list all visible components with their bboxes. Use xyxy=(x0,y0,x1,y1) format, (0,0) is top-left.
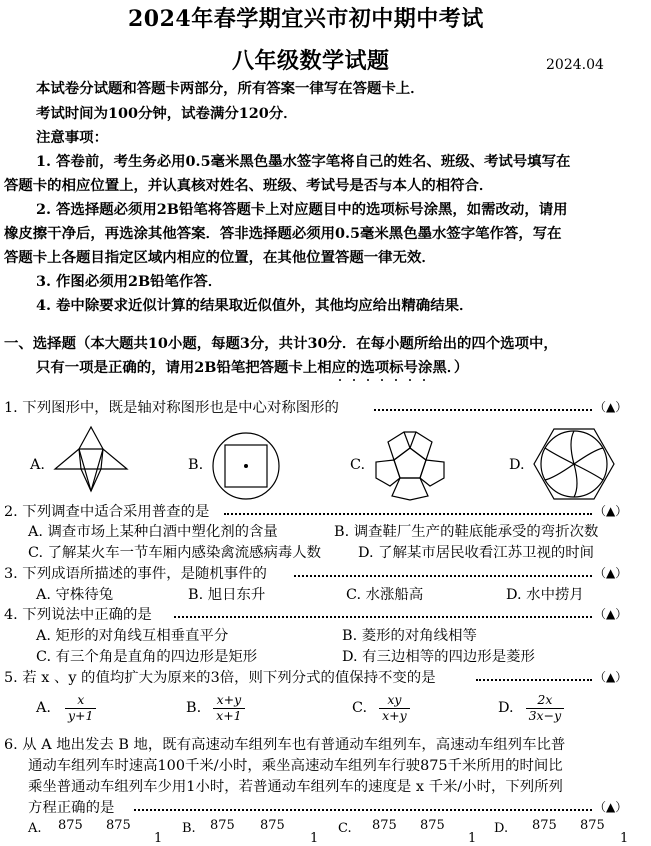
note-3: 3. 作图必须用2B铅笔作答． xyxy=(36,273,223,290)
note-2-line-3: 答题卡上各题目指定区域内相应的位置，在其他位置答题一律无效． xyxy=(4,249,436,266)
section-1-heading-line-1: 一、选择题（本大题共10小题，每题3分，共计30分．在每小题所给出的四个选项中， xyxy=(4,335,558,352)
leader-dots xyxy=(374,409,592,411)
q1-option-a-label: A. xyxy=(30,457,45,473)
q6-option-d: D. 875 875 1 xyxy=(494,818,629,846)
note-1-line-2: 答题卡的相应位置上，并认真核对姓名、班级、考试号是否与本人的相符合． xyxy=(4,177,494,194)
q6-line-1: 6. 从 A 地出发去 B 地，既有高速动车组列车也有普通动车组列车，高速动车组列车比普 xyxy=(4,737,566,753)
notes-heading: 注意事项： xyxy=(36,129,108,146)
note-2-line-2: 橡皮擦干净后，再选涂其他答案．答非选择题必须用0.5毫米黑色墨水签字笔作答，写在 xyxy=(4,225,562,242)
q6-line-3: 乘坐普通动车组列车少用1小时，若普通动车组列车的速度是 x 千米/小时，下列所列 xyxy=(28,779,563,795)
leader-dots xyxy=(224,513,592,515)
section-1-heading-line-2: 只有一项是正确的，请用2B铅笔把答题卡上相应的选项标号涂黑．） xyxy=(36,359,469,376)
q3-option-b: B. 旭日东升 xyxy=(188,587,266,603)
q5-stem: 5. 若 x 、y 的值均扩大为原来的3倍，则下列分式的值保持不变的是 xyxy=(4,670,436,686)
q4-option-c: C. 有三个角是直角的四边形是矩形 xyxy=(36,649,258,665)
q5-option-d: D. $\frac{2x}{3x-y}$ xyxy=(498,694,567,722)
answer-slot: （▲） xyxy=(594,400,628,414)
q4-option-a: A. 矩形的对角线互相垂直平分 xyxy=(36,628,229,644)
triangles-figure xyxy=(53,425,129,495)
q6-option-b: B. 875 875 1 xyxy=(182,818,319,846)
q5-option-b: B. $\frac{x+y}{x+1}$ xyxy=(186,694,248,722)
q1-option-d-label: D. xyxy=(509,457,525,473)
q2-option-c: C. 了解某火车一节车厢内感染禽流感病毒人数 xyxy=(28,545,322,561)
exam-date: 2024.04 xyxy=(546,57,604,73)
pentagon-figure xyxy=(370,428,450,502)
q4-option-d: D. 有三边相等的四边形是菱形 xyxy=(342,649,535,665)
note-2-line-1: 2. 答选择题必须用2B铅笔将答题卡上对应题目中的选项标号涂黑，如需改动，请用 xyxy=(36,201,568,218)
intro-line-1: 本试卷分试题和答题卡两部分，所有答案一律写在答题卡上． xyxy=(36,80,425,97)
q1-stem: 1. 下列图形中，既是轴对称图形也是中心对称图形的 xyxy=(4,400,339,416)
hexagon-figure xyxy=(532,426,616,502)
note-1-line-1: 1. 答卷前，考生务必用0.5毫米黑色墨水签字笔将自己的姓名、班级、考试号填写在 xyxy=(36,153,571,170)
q1-option-c-label: C. xyxy=(350,457,366,473)
leader-dots xyxy=(134,809,592,811)
q5-option-c: C. $\frac{xy}{x+y}$ xyxy=(352,694,413,722)
answer-slot: （▲） xyxy=(594,504,628,518)
q2-option-a: A. 调查市场上某种白酒中塑化剂的含量 xyxy=(28,524,278,540)
answer-slot: （▲） xyxy=(594,566,628,580)
answer-slot: （▲） xyxy=(594,670,628,684)
q2-option-b: B. 调查鞋厂生产的鞋底能承受的弯折次数 xyxy=(334,524,599,540)
q4-option-b: B. 菱形的对角线相等 xyxy=(342,628,477,644)
q6-line-2: 通动车组列车时速高100千米/小时，乘坐高速动车组列车行驶875千米所用的时间比 xyxy=(28,758,563,774)
q3-stem: 3. 下列成语所描述的事件，是随机事件的 xyxy=(4,566,267,582)
leader-dots xyxy=(294,575,592,577)
q5-option-a: A. $\frac{x}{y+1}$ xyxy=(36,694,99,722)
exam-title: 2024年春学期宜兴市初中期中考试 xyxy=(128,6,484,32)
q1-option-b-label: B. xyxy=(188,457,204,473)
leader-dots xyxy=(476,679,592,681)
q6-option-a: A. 875 875 1 xyxy=(28,818,163,846)
paper-subtitle: 八年级数学试题 xyxy=(232,48,390,74)
note-4: 4. 卷中除要求近似计算的结果取近似值外，其他均应给出精确结果． xyxy=(36,297,474,314)
answer-slot: （▲） xyxy=(594,607,628,621)
q3-option-d: D. 水中捞月 xyxy=(506,587,584,603)
intro-line-2: 考试时间为100分钟，试卷满分120分． xyxy=(36,105,298,122)
circle-square-figure xyxy=(210,430,282,502)
q2-option-d: D. 了解某市居民收看江苏卫视的时间 xyxy=(358,545,595,561)
q3-option-c: C. 水涨船高 xyxy=(346,587,424,603)
q2-stem: 2. 下列调查中适合采用普查的是 xyxy=(4,504,210,520)
q3-option-a: A. 守株待兔 xyxy=(36,587,114,603)
q4-stem: 4. 下列说法中正确的是 xyxy=(4,607,152,623)
answer-slot: （▲） xyxy=(594,800,628,814)
q6-line-4: 方程正确的是 xyxy=(28,800,115,816)
q6-option-c: C. 875 875 1 xyxy=(338,818,477,846)
leader-dots xyxy=(174,616,592,618)
